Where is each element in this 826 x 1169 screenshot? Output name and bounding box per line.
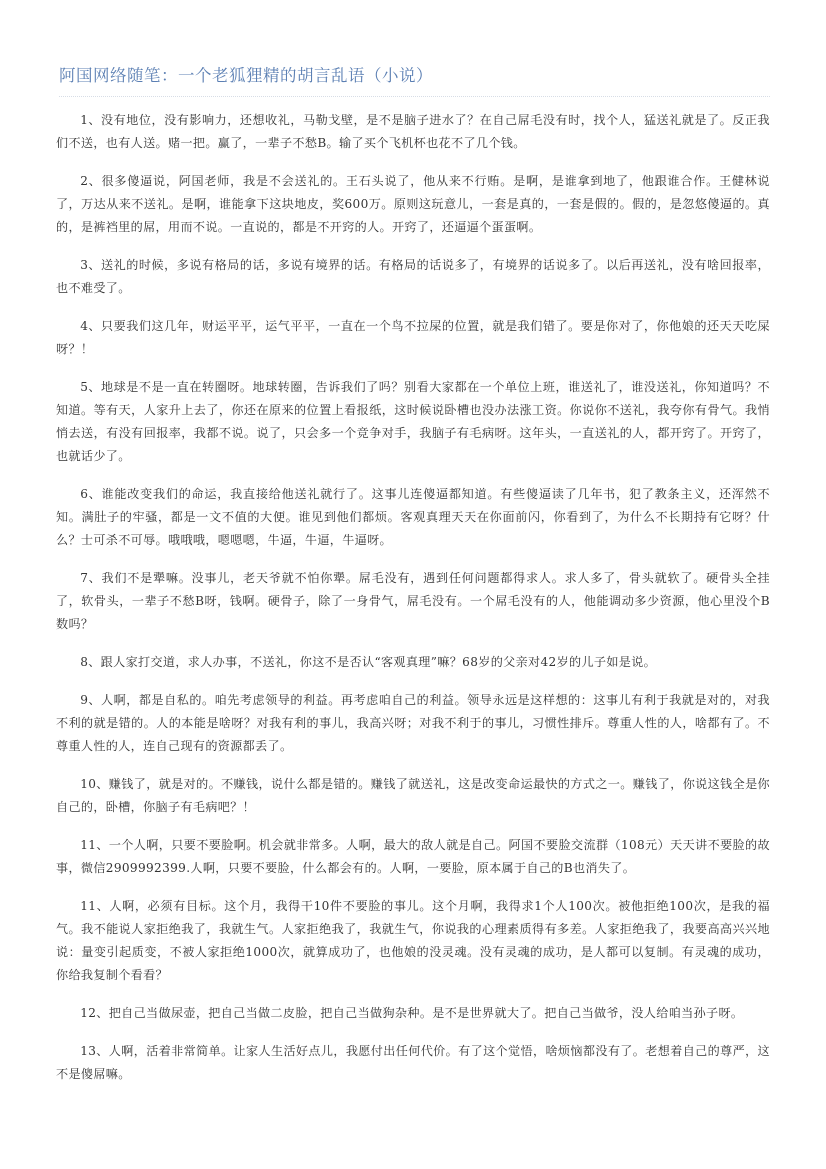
paragraph: 4、只要我们这几年，财运平平，运气平平，一直在一个鸟不拉屎的位置，就是我们错了。要是你对了，你他娘的还天天吃屎呀？！	[56, 319, 770, 356]
paragraph: 2、很多傻逼说，阿国老师，我是不会送礼的。王石头说了，他从来不行贿。是啊，是谁拿到地了，他跟谁合作。王健林说了，万达从来不送礼。是啊，谁能拿下这块地皮，奖600万。原则这玩意儿，一套是真的，一套是假的。假的，是忽悠傻逼的。真的，是裤裆里的屌，用而不说。一直说的，都是不开窍的人。开窍了，还逼逼个蛋蛋啊。	[56, 174, 770, 234]
paragraph: 1、没有地位，没有影响力，还想收礼，马勒戈壁，是不是脑子进水了？在自己屌毛没有时，找个人，猛送礼就是了。反正我们不送，也有人送。赌一把。赢了，一辈子不愁B。输了买个飞机杯也花不了几个钱。	[56, 113, 770, 150]
paragraph: 7、我们不是犟嘛。没事儿，老天爷就不怕你犟。屌毛没有，遇到任何问题都得求人。求人多了，骨头就软了。硬骨头全挂了，软骨头，一辈子不愁B呀，钱啊。硬骨子，除了一身骨气，屌毛没有。一个屌毛没有的人，他能调动多少资源，他心里没个B数吗？	[56, 571, 770, 631]
paragraph: 10、赚钱了，就是对的。不赚钱，说什么都是错的。赚钱了就送礼，这是改变命运最快的方式之一。赚钱了，你说这钱全是你自己的，卧槽，你脑子有毛病吧？！	[56, 777, 770, 814]
paragraph: 3、送礼的时候，多说有格局的话，多说有境界的话。有格局的话说多了，有境界的话说多了。以后再送礼，没有啥回报率，也不难受了。	[56, 258, 770, 295]
paragraph: 5、地球是不是一直在转圈呀。地球转圈，告诉我们了吗？别看大家都在一个单位上班，谁送礼了，谁没送礼，你知道吗？不知道。等有天，人家升上去了，你还在原来的位置上看报纸，这时候说卧槽也没办法涨工资。你说你不送礼，我夸你有骨气。我悄悄去送，有没有回报率，我都不说。说了，只会多一个竞争对手，我脑子有毛病呀。这年头，一直送礼的人，都开窍了。开窍了，也就话少了。	[56, 380, 770, 463]
paragraph: 13、人啊，活着非常简单。让家人生活好点儿，我愿付出任何代价。有了这个觉悟，啥烦恼都没有了。老想着自己的尊严，这不是傻屌嘛。	[56, 1044, 770, 1081]
paragraph: 9、人啊，都是自私的。咱先考虑领导的利益。再考虑咱自己的利益。领导永远是这样想的：这事儿有利于我就是对的，对我不利的就是错的。人的本能是啥呀？对我有利的事儿，我高兴呀；对我不利于的事儿，习惯性排斥。尊重人性的人，啥都有了。不尊重人性的人，连自己现有的资源都丢了。	[56, 693, 770, 753]
article-title: 阿国网络随笔：一个老狐狸精的胡言乱语（小说）	[59, 64, 770, 97]
paragraph: 8、跟人家打交道，求人办事，不送礼，你这不是否认“客观真理”嘛？68岁的父亲对42岁的儿子如是说。	[80, 655, 657, 669]
paragraph: 6、谁能改变我们的命运，我直接给他送礼就行了。这事儿连傻逼都知道。有些傻逼读了几年书，犯了教条主义，还浑然不知。满肚子的牢骚，都是一文不值的大便。谁见到他们都烦。客观真理天天在你面前闪，你看到了，为什么不长期持有它呀？什么？士可杀不可辱。哦哦哦，嗯嗯嗯，牛逼，牛逼，牛逼呀。	[56, 487, 770, 547]
paragraph: 11、一个人啊，只要不要脸啊。机会就非常多。人啊，最大的敌人就是自己。阿国不要脸交流群（108元）天天讲不要脸的故事，微信2909992399.人啊，只要不要脸，什么都会有的。人啊，一要脸，原本属于自己的B也消失了。	[56, 838, 770, 875]
article-body	[56, 109, 770, 1086]
paragraph: 11、人啊，必须有目标。这个月，我得干10件不要脸的事儿。这个月啊，我得求1个人100次。被他拒绝100次，是我的福气。我不能说人家拒绝我了，我就生气。人家拒绝我了，我就生气，你说我的心理素质得有多差。人家拒绝我了，我要高高兴兴地说：量变引起质变，不被人家拒绝1000次，就算成功了，也他娘的没灵魂。没有灵魂的成功，是人都可以复制。有灵魂的成功，你给我复制个看看？	[56, 899, 770, 982]
paragraph: 12、把自己当做尿壶，把自己当做二皮脸，把自己当做狗杂种。是不是世界就大了。把自己当做爷，没人给咱当孙子呀。	[80, 1006, 744, 1020]
